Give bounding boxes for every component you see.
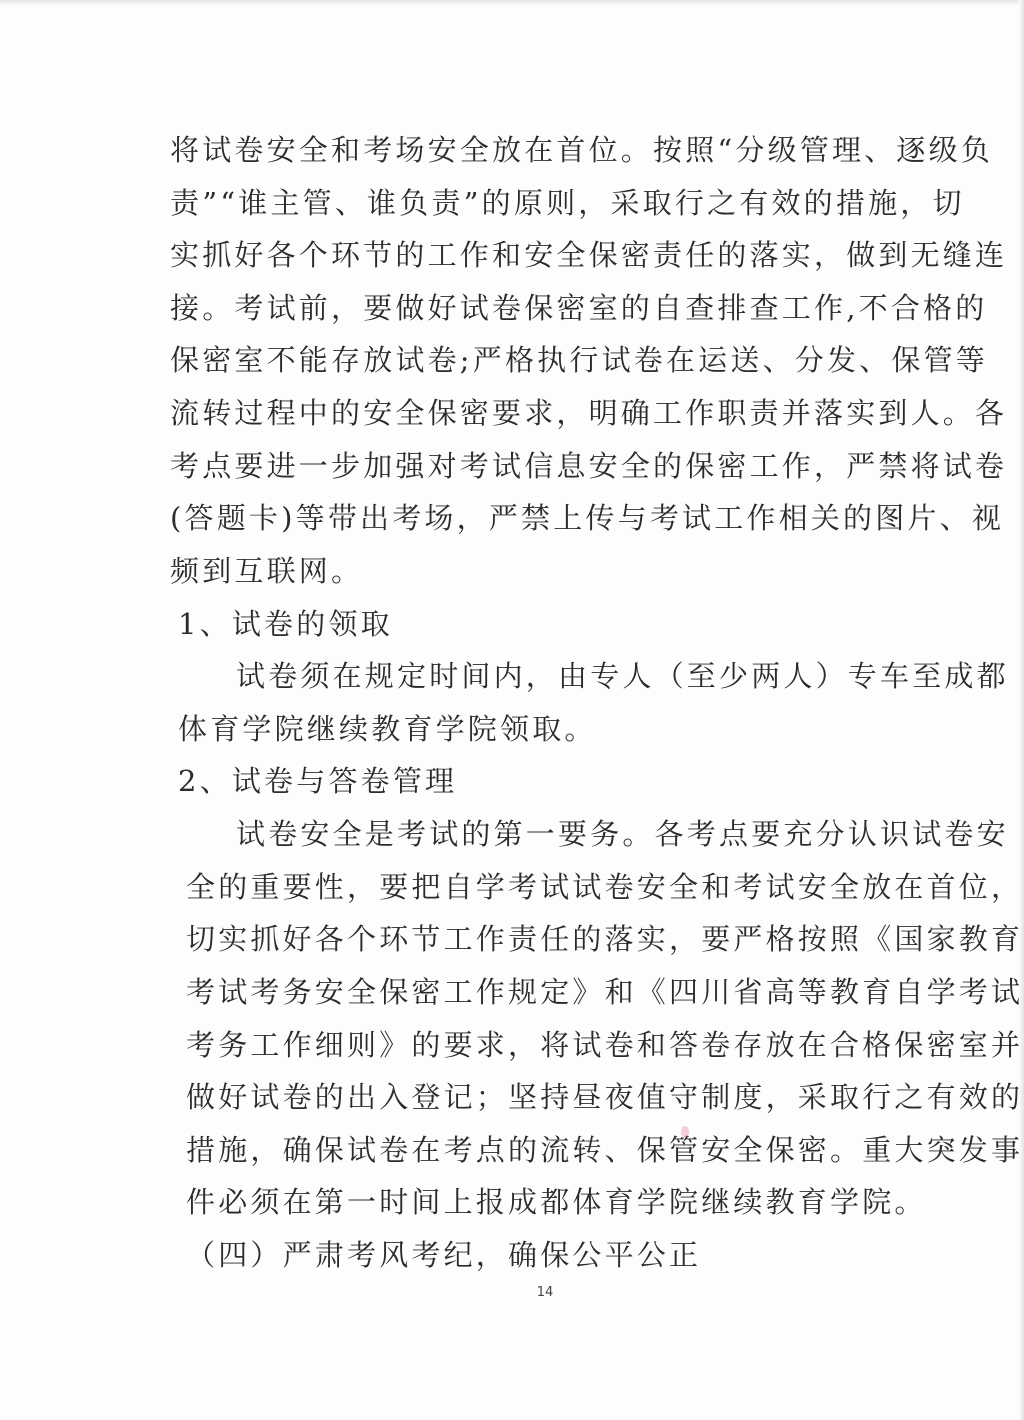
text-line-20: 措施，确保试卷在考点的流转、保管安全保密。重大突发事 — [186, 1133, 1024, 1167]
text-line-1: 将试卷安全和考场安全放在首位。按照“分级管理、逐级负 — [170, 133, 994, 167]
text-line-5: 保密室不能存放试卷;严格执行试卷在运送、分发、保管等 — [170, 343, 988, 377]
text-line-11: 试卷须在规定时间内，由专人（至少两人）专车至成都 — [236, 659, 1009, 693]
page-number: 14 — [536, 1285, 554, 1300]
text-line-7: 考点要进一步加强对考试信息安全的保密工作，严禁将试卷 — [170, 449, 1008, 483]
section-heading-1: 1、试卷的领取 — [178, 607, 393, 641]
text-line-8: (答题卡)等带出考场，严禁上传与考试工作相关的图片、视 — [170, 501, 1005, 535]
text-line-21: 件必须在第一时间上报成都体育学院继续教育学院。 — [186, 1185, 927, 1219]
text-line-3: 实抓好各个环节的工作和安全保密责任的落实，做到无缝连 — [170, 238, 1008, 272]
section-heading-2: 2、试卷与答卷管理 — [178, 764, 458, 798]
text-line-6: 流转过程中的安全保密要求，明确工作职责并落实到人。各 — [170, 396, 1008, 430]
text-line-12: 体育学院继续教育学院领取。 — [178, 712, 597, 746]
text-line-18: 考务工作细则》的要求，将试卷和答卷存放在合格保密室并 — [186, 1028, 1024, 1062]
ink-smudge — [681, 1126, 689, 1138]
text-line-17: 考试考务安全保密工作规定》和《四川省高等教育自学考试 — [186, 975, 1024, 1009]
text-line-15: 全的重要性，要把自学考试试卷安全和考试安全放在首位， — [186, 870, 1024, 904]
text-line-9: 频到互联网。 — [170, 554, 364, 588]
text-line-16: 切实抓好各个环节工作责任的落实，要严格按照《国家教育 — [186, 922, 1024, 956]
scan-edge-top — [0, 0, 1024, 6]
section-heading-3: （四）严肃考风考纪，确保公平公正 — [186, 1238, 702, 1272]
text-line-14: 试卷安全是考试的第一要务。各考点要充分认识试卷安 — [236, 817, 1009, 851]
scan-edge-right — [1019, 0, 1024, 1420]
text-line-2: 责”“谁主管、谁负责”的原则，采取行之有效的措施，切 — [170, 186, 965, 220]
text-line-4: 接。考试前，要做好试卷保密室的自查排查工作,不合格的 — [170, 291, 988, 325]
text-line-19: 做好试卷的出入登记；坚持昼夜值守制度，采取行之有效的 — [186, 1080, 1024, 1114]
